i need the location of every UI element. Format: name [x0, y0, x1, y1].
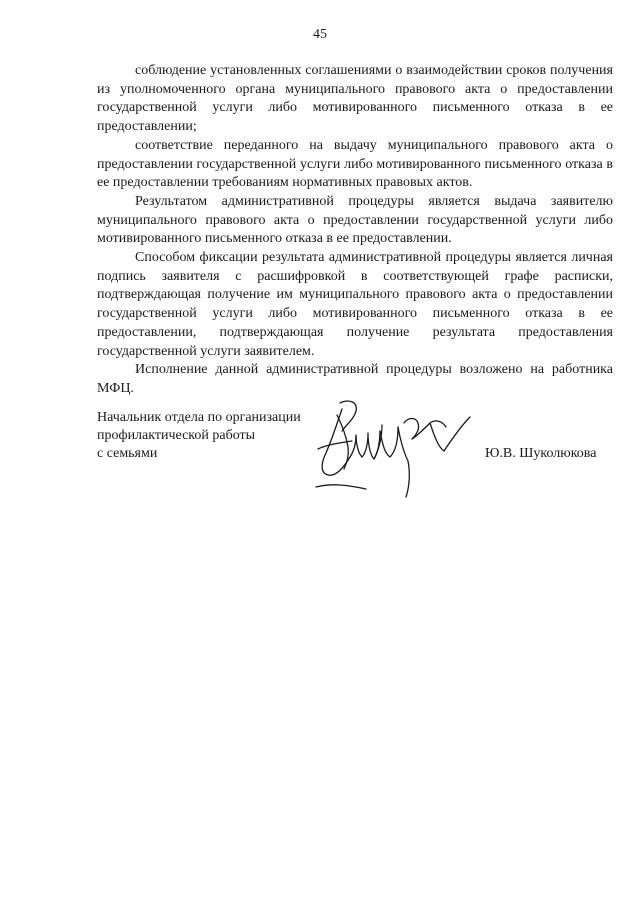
position-line: профилактической работы: [97, 428, 256, 443]
document-body: [97, 62, 613, 399]
signatory-position: [97, 409, 337, 463]
paragraph-compliance-requirements: соответствие переданного на выдачу муниципального правового акта о предоставлении государственной услуги либо мотивированного письменного отказа в ее предоставлении требованиям нормативных правовых актов.: [97, 137, 613, 191]
paragraph-deadline-compliance: соблюдение установленных соглашениями о взаимодействии сроков получения из уполномоченного органа муниципального правового акта о предоставлении государственной услуги либо мотивированного письменного отказа в ее предоставлении;: [97, 63, 613, 135]
paragraph-procedure-result: Результатом административной процедуры является выдача заявителю муниципального правового акта о предоставлении государственной услуги либо мотивированного письменного отказа в ее предоставлении.: [97, 193, 613, 247]
page-number: 45: [313, 27, 327, 42]
paragraph-result-fixation: Способом фиксации результата административной процедуры является личная подпись заявителя с расшифровкой в соответствующей графе расписки, подтверждающая получение им муниципального правового акта о предоставлении государственной услуги либо мотивированного письменного отказа в ее предоставлении, подтверждающая получение результата предоставления государственной услуги заявителем.: [97, 250, 613, 359]
signatory-name: Ю.В. Шуколюкова: [485, 446, 597, 461]
position-line: с семьями: [97, 446, 158, 461]
paragraph-responsible-executor: Исполнение данной административной процедуры возложено на работника МФЦ.: [97, 362, 613, 396]
position-line: Начальник отдела по организации: [97, 410, 301, 425]
handwritten-signature: [312, 395, 474, 499]
